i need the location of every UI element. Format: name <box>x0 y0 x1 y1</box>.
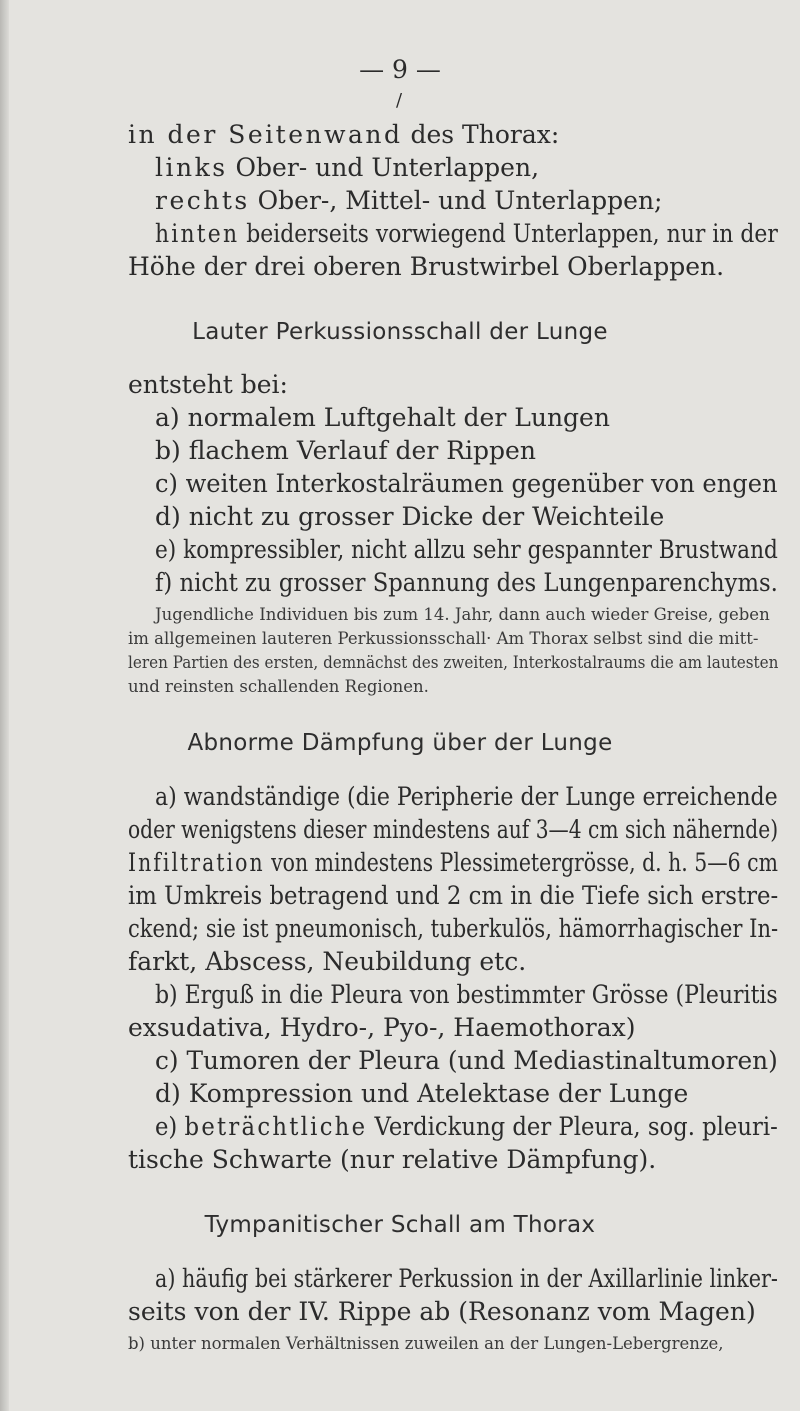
footnote-line: und reinsten schallenden Regionen. <box>128 677 429 696</box>
intro-text: Ober-, Mittel- und Unterlappen; <box>249 186 663 215</box>
body-text: von mindestens Plessimetergrösse, d. h. 5—6 cm <box>264 848 778 877</box>
body-line: d) Kompression und Atelektase der Lunge <box>155 1079 689 1108</box>
body-line: b) unter normalen Verhältnissen zuweilen an der Lungen-Lebergrenze, <box>128 1334 724 1353</box>
footnote-line: im allgemeinen lauteren Perkussionsschall· Am Thorax selbst sind die mitt- <box>128 629 759 648</box>
body-line: im Umkreis betragend und 2 cm in die Tiefe sich erstre- <box>128 881 779 910</box>
list-item: e) kompressibler, nicht allzu sehr gespannter Brustwand <box>155 535 778 564</box>
page-number: — 9 — <box>359 55 441 84</box>
body-line: a) häufig bei stärkerer Perkussion in der Axillarlinie linker- <box>155 1264 778 1293</box>
body-line: exsudativa, Hydro-, Pyo-, Haemothorax) <box>128 1013 636 1042</box>
spaced-text: links <box>155 153 228 182</box>
body-line: b) Erguß in die Pleura von bestimmter Grösse (Pleuritis <box>155 980 778 1009</box>
body-line <box>128 848 778 878</box>
intro-line-2 <box>155 153 539 183</box>
spaced-text: Infiltration <box>128 848 265 877</box>
body-line: seits von der IV. Rippe ab (Resonanz vom Magen) <box>128 1297 756 1326</box>
spaced-text: in der Seitenwand <box>128 120 403 149</box>
body-line: ckend; sie ist pneumonisch, tuberkulös, hämorrhagischer In- <box>128 914 779 943</box>
body-text: e) <box>155 1112 185 1141</box>
intro-text: beiderseits vorwiegend Unterlappen, nur in der <box>239 219 778 248</box>
section-heading: Abnorme Dämpfung über der Lunge <box>187 730 613 756</box>
body-line <box>155 1112 778 1142</box>
body-line: a) wandständige (die Peripherie der Lunge erreichende <box>155 782 778 811</box>
section-heading: Tympanitischer Schall am Thorax <box>204 1212 596 1238</box>
list-item: b) flachem Verlauf der Rippen <box>155 436 536 465</box>
spaced-text: beträchtliche <box>184 1112 368 1141</box>
spaced-text: hinten <box>155 219 240 248</box>
list-item: d) nicht zu grosser Dicke der Weichteile <box>155 502 665 531</box>
intro-line-3 <box>155 186 662 216</box>
intro-line-1 <box>128 120 559 150</box>
intro-line-5: Höhe der drei oberen Brustwirbel Oberlappen. <box>128 252 725 281</box>
intro-line-4 <box>155 219 778 249</box>
page-edge-shadow <box>0 0 9 1411</box>
spaced-text: rechts <box>155 186 250 215</box>
stray-mark: / <box>396 90 403 111</box>
intro-text: des Thorax: <box>402 120 560 149</box>
section-lead: entsteht bei: <box>128 370 288 399</box>
body-line: c) Tumoren der Pleura (und Mediastinaltumoren) <box>155 1046 778 1075</box>
body-line: tische Schwarte (nur relative Dämpfung). <box>128 1145 657 1174</box>
footnote-line: Jugendliche Individuen bis zum 14. Jahr, dann auch wieder Greise, geben <box>155 605 770 624</box>
list-item: a) normalem Luftgehalt der Lungen <box>155 403 610 432</box>
body-text: Verdickung der Pleura, sog. pleuri- <box>367 1112 778 1141</box>
body-line: farkt, Abscess, Neubildung etc. <box>128 947 527 976</box>
section-heading: Lauter Perkussionsschall der Lunge <box>192 319 608 345</box>
list-item: f) nicht zu grosser Spannung des Lungenparenchyms. <box>155 568 778 597</box>
list-item: c) weiten Interkostalräumen gegenüber von engen <box>155 469 778 498</box>
footnote-line: leren Partien des ersten, demnächst des zweiten, Interkostalraums die am lautesten <box>128 653 779 672</box>
intro-text: Ober- und Unterlappen, <box>227 153 540 182</box>
body-line: oder wenigstens dieser mindestens auf 3—4 cm sich nähernde) <box>128 815 779 844</box>
